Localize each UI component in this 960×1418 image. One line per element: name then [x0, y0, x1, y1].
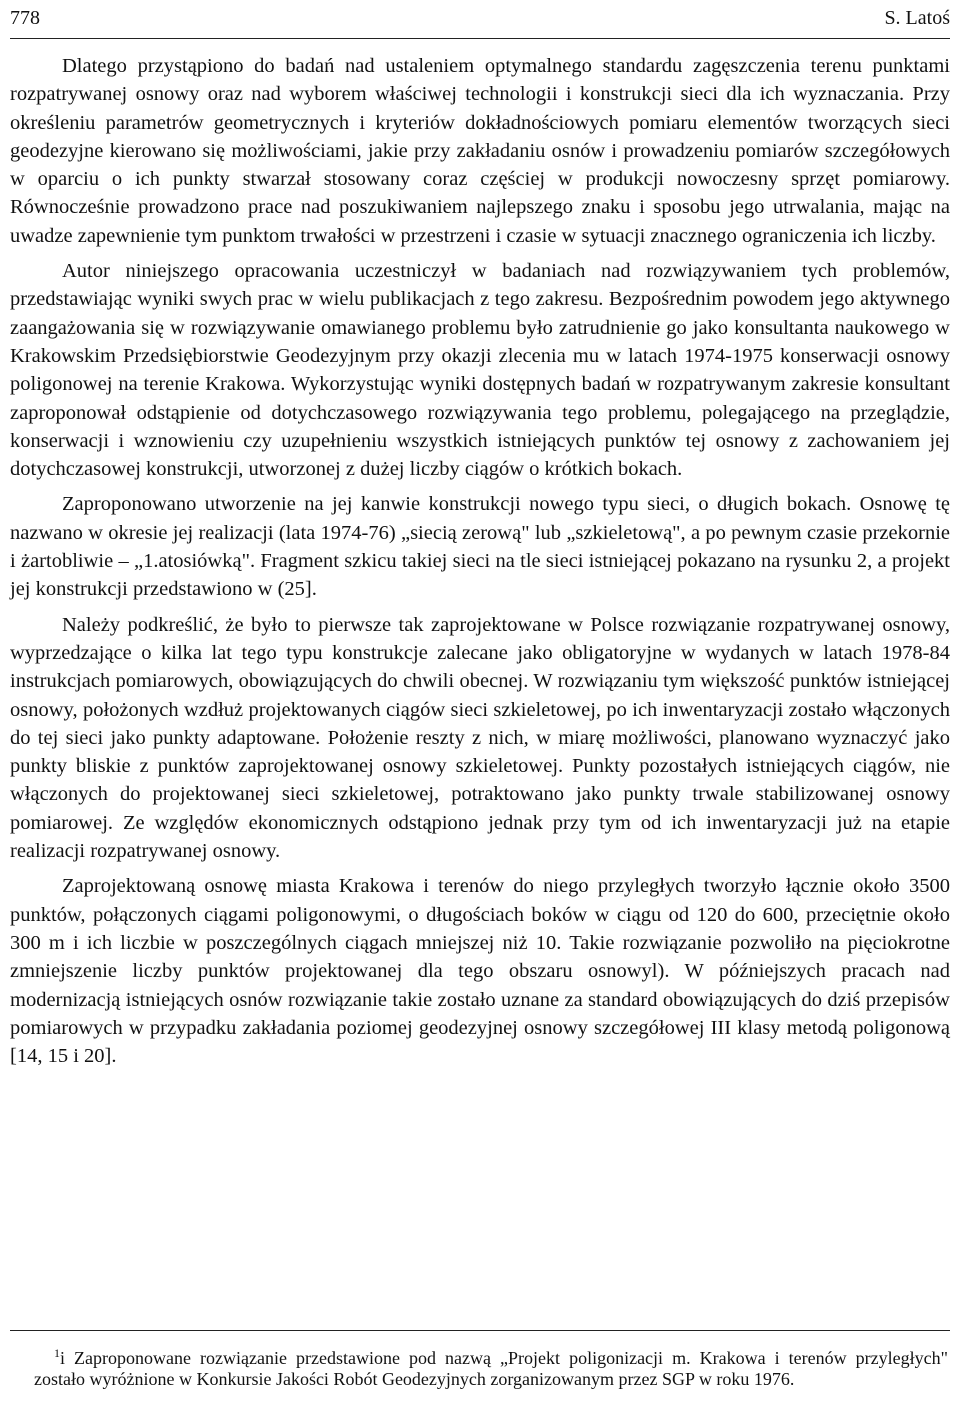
header-rule: [10, 38, 950, 39]
paragraph-1: Dlatego przystąpiono do badań nad ustaleniem optymalnego standardu zagęszczenia terenu punktami rozpatrywanej osnowy oraz nad wyborem właściwej technologii i konstrukcji sieci dla ich wyznaczania. Przy określeniu parametrów geometrycznych i kryteriów dokładnościowych pomiaru elementów tworzących sieci geodezyjne kierowano się możliwościami, jakie przy zakładaniu osnów i prowadzeniu pomiarów szczegółowych w oparciu o ich punkty stwarzał stosowany coraz częściej w produkcji nowoczesny sprzęt pomiarowy. Równocześnie prowadzono prace nad poszukiwaniem najlepszego znaku i sposobu jego utrwalania, mając na uwadze zapewnienie tym punktom trwałości w przestrzeni i czasie w sytuacji znacznego ograniczenia ich liczby.: [10, 55, 950, 247]
page-header: [10, 2, 950, 36]
paragraph-4: Należy podkreślić, że było to pierwsze tak zaprojektowane w Polsce rozwiązanie rozpatrywanej osnowy, wyprzedzające o kilka lat tego typu konstrukcje zalecane jako obligatoryjne w wydanych w latach 1978-84 instrukcjach pomiarowych, obowiązujących do chwili obecnej. W rozwiązaniu tym większość punktów istniejącej osnowy, położonych wzdłuż projektowanych ciągów sieci szkieletowej, po ich inwentaryzacji zostało włączonych do tej sieci jako punkty adaptowane. Położenie reszty z nich, w miarę możliwości, planowano wyznaczyć jako punkty bliskie z punktów zaprojektowanej osnowy szkieletowej. Punkty pozostałych istniejących ciągów, nie włączonych do projektowanej sieci szkieletowej, potraktowano jako punkty trwale stabilizowanej osnowy pomiarowej. Ze względów ekonomicznych odstąpiono jednak przy tym od ich inwentaryzacji już na etapie realizacji rozpatrywanej osnowy.: [10, 613, 950, 863]
footnote-marker: 1: [54, 1346, 60, 1360]
paragraph-5: Zaprojektowaną osnowę miasta Krakowa i terenów do niego przyległych tworzyło łącznie około 3500 punktów, połączonych ciągami poligonowymi, o długościach boków w ciągu od 120 do 600, przeciętnie około 300 m i ich liczbie w poszczególnych ciągach mniejszej niż 10. Takie rozwiązanie pozwoliło na pięciokrotne zmniejszenie liczby punktów projektowanej dla tego obszaru osnowyl). W późniejszych pracach nad modernizacją istniejących osnów rozwiązanie takie zostało uznane za standard obowiązujących do dziś przepisów pomiarowych w przypadku zakładania poziomej geodezyjnej osnowy szczegółowej III klasy metodą poligonową [14, 15 i 20].: [10, 875, 950, 1068]
footnote: [34, 1348, 948, 1390]
running-head-author: S. Latoś: [884, 7, 950, 29]
footnote-rule: [10, 1330, 950, 1331]
body-text: [10, 52, 950, 1077]
page-number: 778: [10, 7, 40, 29]
paragraph-3: Zaproponowano utworzenie na jej kanwie konstrukcji nowego typu sieci, o długich bokach. Osnowę tę nazwano w okresie jej realizacji (lata 1974-76) „siecią zerową" lub „szkieletową", a po pewnym czasie przekornie i żartobliwie – „1.atosiówką". Fragment szkicu takiej sieci na tle sieci istniejącej pokazano na rysunku 2, a projekt jej konstrukcji przedstawiono w (25].: [10, 493, 950, 601]
paragraph-2: Autor niniejszego opracowania uczestniczył w badaniach nad rozwiązywaniem tych problemów, przedstawiając wyniki swych prac w wielu publikacjach z tego zakresu. Bezpośrednim powodem jego aktywnego zaangażowania się w rozwiązywanie omawianego problemu było zatrudnienie go jako konsultanta naukowego w Krakowskim Przedsiębiorstwie Geodezyjnym przy okazji zlecenia mu w latach 1974-1975 konserwacji osnowy poligonowej na terenie Krakowa. Wykorzystując wyniki dostępnych badań w rozpatrywanym zakresie konsultant zaproponował odstąpienie od dotychczasowego rozwiązywania tego problemu, polegającego na przeglądzie, konserwacji i wznowieniu czy uzupełnieniu wszystkich istniejących punktów tej osnowy z zachowaniem jej dotychczasowej konstrukcji, utworzonej z dużej liczby ciągów o krótkich bokach.: [10, 260, 950, 481]
footnote-text: i Zaproponowane rozwiązanie przedstawione pod nazwą „Projekt poligonizacji m. Krakowa i terenów przyległych" zostało wyróżnione w Konkursie Jakości Robót Geodezyjnych zorganizowanym przez SGP w roku 1976.: [34, 1348, 948, 1389]
